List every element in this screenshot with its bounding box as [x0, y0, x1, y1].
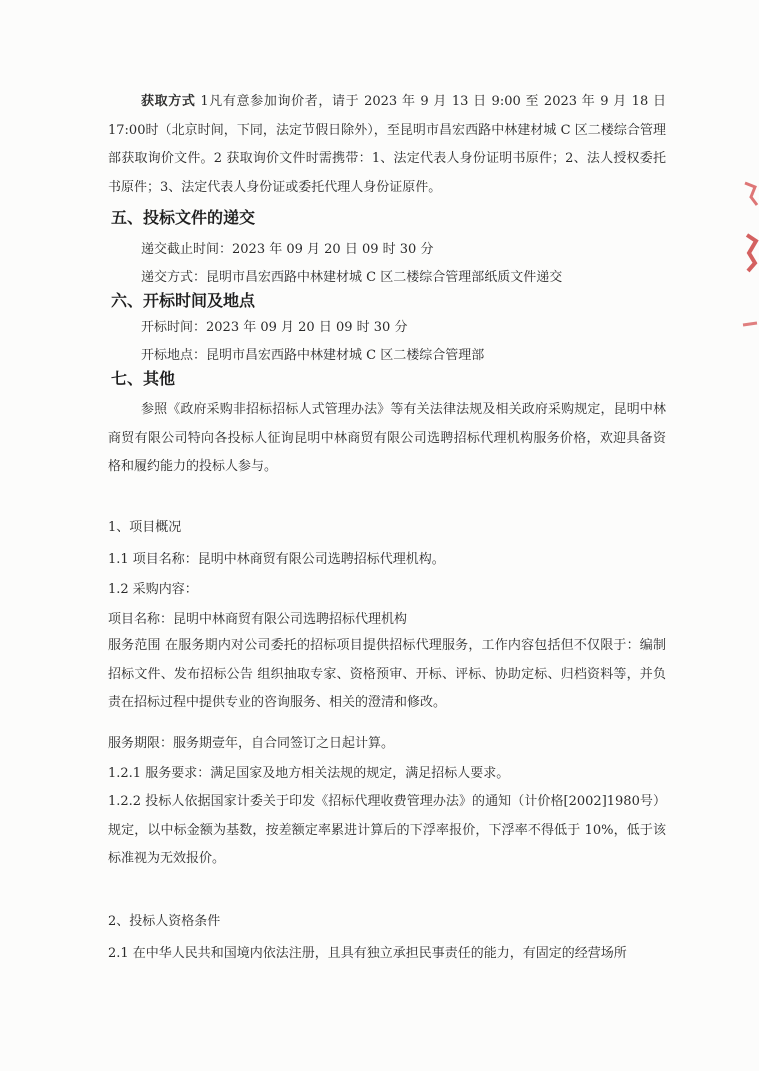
service-scope-paragraph: 服务范围 在服务期内对公司委托的招标项目提供招标代理服务，工作内容包括但不仅限于：编制招标文件、发布招标公告 组织抽取专家、资格预审、开标、评标、协助定标、归档资料等，并负责在招标过程中提供专业的咨询服务、相关的澄清和修改。	[108, 638, 666, 710]
bidder-qualification-heading: 2、投标人资格条件	[108, 914, 221, 929]
service-period: 服务期限：服务期壹年，自合同签订之日起计算。	[108, 736, 395, 751]
section-6-heading: 六、开标时间及地点	[111, 291, 256, 310]
pricing-requirement-paragraph: 1.2.2 投标人依据国家计委关于印发《招标代理收费管理办法》的通知（计价格[2002]1980号）规定，以中标金额为基数，按差额定率累进计算后的下浮率报价，下浮率不得低于 10%，低于该标准视为无效报价。	[108, 794, 666, 866]
submission-deadline: 递交截止时间：2023 年 09 月 20 日 09 时 30 分	[141, 242, 434, 257]
obtain-text: 1凡有意参加询价者，请于 2023 年 9 月 13 日 9:00 至 2023 年 9 月 18 日 17:00时（北京时间，下同，法定节假日除外），至昆明市昌宏西路中林建材城 C 区二楼综合管理部获取询价文件。2 获取询价文件时需携带：1、法定代表人身份证明书原件；2、法人授权委托书原件；3、法定代表人身份证或委托代理人身份证原件。	[108, 94, 666, 195]
submission-method: 递交方式：昆明市昌宏西路中林建材城 C 区二楼综合管理部纸质文件递交	[141, 270, 563, 285]
obtain-paragraph	[108, 88, 666, 202]
opening-place: 开标地点：昆明市昌宏西路中林建材城 C 区二楼综合管理部	[141, 348, 485, 363]
section-7-heading: 七、其他	[111, 369, 176, 388]
obtain-label: 获取方式	[141, 94, 196, 109]
red-stamp-fragment	[737, 175, 759, 335]
project-name-line: 1.1 项目名称：昆明中林商贸有限公司选聘招标代理机构。	[108, 552, 445, 567]
qualification-item-1: 2.1 在中华人民共和国境内依法注册，且具有独立承担民事责任的能力，有固定的经营场所	[108, 946, 627, 961]
section-7-paragraph: 参照《政府采购非招标招标人式管理办法》等有关法律法规及相关政府采购规定，昆明中林商贸有限公司特向各投标人征询昆明中林商贸有限公司选聘招标代理机构服务价格，欢迎具备资格和履约能力的投标人参与。	[108, 402, 666, 474]
procurement-content-line: 1.2 采购内容：	[108, 582, 198, 597]
service-requirement: 1.2.1 服务要求：满足国家及地方相关法规的规定，满足招标人要求。	[108, 766, 510, 781]
opening-time: 开标时间：2023 年 09 月 20 日 09 时 30 分	[141, 320, 408, 335]
section-5-heading: 五、投标文件的递交	[111, 208, 256, 227]
item-project-name: 项目名称：昆明中林商贸有限公司选聘招标代理机构	[108, 612, 408, 627]
project-overview-heading: 1、项目概况	[108, 520, 182, 535]
